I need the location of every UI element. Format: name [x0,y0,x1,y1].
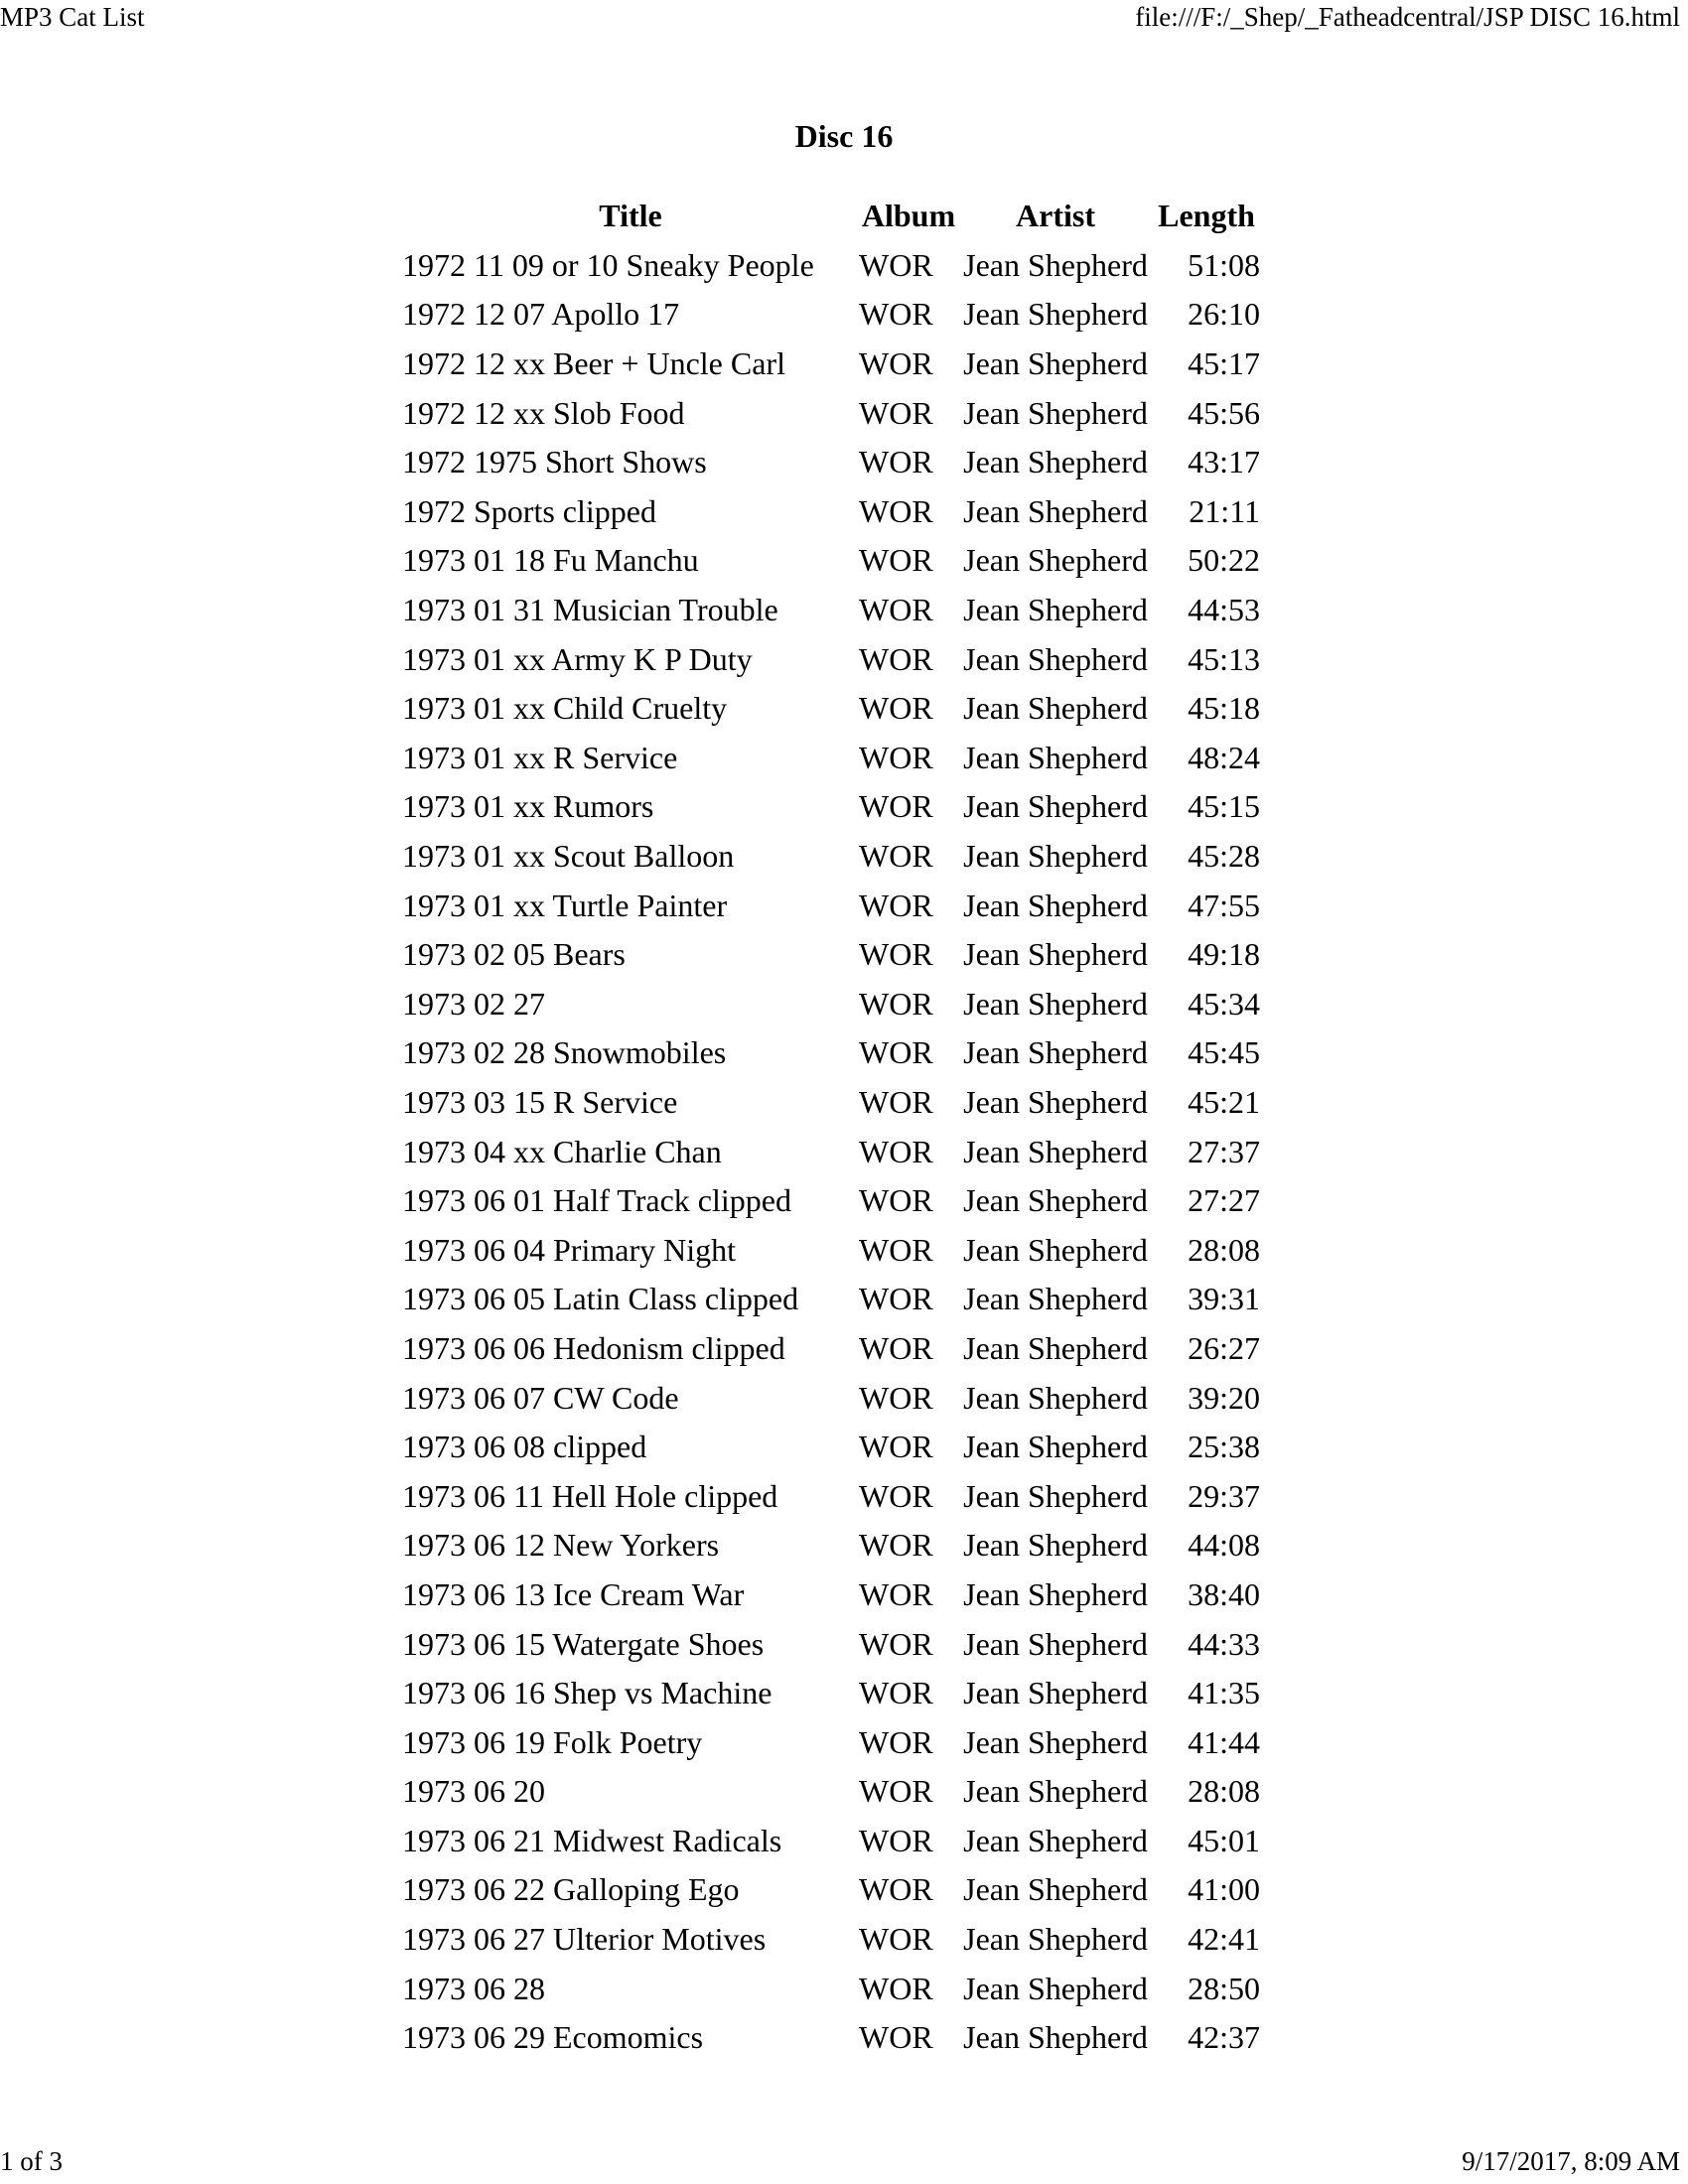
track-length: 49:18 [1188,936,1260,973]
table-row [402,586,1260,635]
track-title: 1973 06 27 Ulterior Motives [402,1921,767,1958]
track-album: WOR [859,1575,933,1612]
track-album: WOR [859,1675,933,1711]
track-artist: Jean Shepherd [963,1921,1148,1958]
track-length: 45:56 [1188,394,1260,431]
track-album: WOR [859,1921,933,1958]
track-title: 1972 12 07 Apollo 17 [402,296,680,333]
track-length: 45:01 [1188,1822,1260,1858]
table-row [402,1767,1260,1817]
track-title: 1973 06 29 Ecomomics [402,2019,704,2056]
track-artist: Jean Shepherd [963,1822,1148,1858]
track-artist: Jean Shepherd [963,1083,1148,1120]
track-length: 44:33 [1188,1625,1260,1662]
track-album: WOR [859,444,933,480]
track-artist: Jean Shepherd [963,1625,1148,1662]
track-title: 1973 06 01 Half Track clipped [402,1182,791,1219]
track-artist: Jean Shepherd [963,1723,1148,1760]
track-artist: Jean Shepherd [963,1231,1148,1268]
table-row [402,1423,1260,1472]
track-length: 45:28 [1188,838,1260,875]
track-artist: Jean Shepherd [963,1182,1148,1219]
table-row [402,340,1260,389]
track-album: WOR [859,492,933,529]
track-artist: Jean Shepherd [963,788,1148,825]
column-header-title: Title [599,198,662,234]
track-length: 51:08 [1188,246,1260,283]
track-title: 1973 06 05 Latin Class clipped [402,1281,799,1317]
track-album: WOR [859,1773,933,1810]
track-album: WOR [859,1034,933,1071]
track-album: WOR [859,1723,933,1760]
track-album: WOR [859,394,933,431]
track-album: WOR [859,1625,933,1662]
track-length: 26:27 [1188,1329,1260,1366]
table-row [402,1717,1260,1767]
table-row [402,734,1260,783]
track-album: WOR [859,1970,933,2006]
track-artist: Jean Shepherd [963,838,1148,875]
table-row [402,1028,1260,1078]
table-row [402,1471,1260,1521]
track-artist: Jean Shepherd [963,1034,1148,1071]
track-album: WOR [859,592,933,628]
track-length: 28:50 [1188,1970,1260,2006]
table-row [402,388,1260,438]
track-album: WOR [859,838,933,875]
track-title: 1973 06 13 Ice Cream War [402,1575,745,1612]
table-row [402,1521,1260,1570]
track-artist: Jean Shepherd [963,1970,1148,2006]
table-row [402,881,1260,930]
track-length: 45:21 [1188,1083,1260,1120]
column-header-artist: Artist [1016,198,1095,234]
page-number: 1 of 3 [0,2146,63,2176]
table-header-row [402,192,1260,241]
table-row [402,1373,1260,1423]
track-title: 1972 11 09 or 10 Sneaky People [402,246,814,283]
table-row [402,241,1260,291]
track-title: 1973 06 12 New Yorkers [402,1527,720,1564]
track-artist: Jean Shepherd [963,1281,1148,1317]
table-row [402,1817,1260,1866]
table-row [402,487,1260,537]
track-length: 44:53 [1188,592,1260,628]
track-title: 1973 02 28 Snowmobiles [402,1034,727,1071]
track-length: 44:08 [1188,1527,1260,1564]
table-row [402,1669,1260,1718]
track-artist: Jean Shepherd [963,444,1148,480]
track-album: WOR [859,1527,933,1564]
table-row [402,1619,1260,1669]
track-title: 1973 06 28 [402,1970,545,2006]
track-artist: Jean Shepherd [963,246,1148,283]
track-length: 50:22 [1188,542,1260,579]
table-row [402,1915,1260,1965]
table-row [402,684,1260,734]
track-album: WOR [859,1133,933,1169]
track-length: 41:44 [1188,1723,1260,1760]
track-length: 27:27 [1188,1182,1260,1219]
track-length: 45:45 [1188,1034,1260,1071]
track-album: WOR [859,246,933,283]
track-title: 1973 02 05 Bears [402,936,626,973]
track-title: 1973 02 27 [402,985,545,1022]
track-title: 1973 06 04 Primary Night [402,1231,736,1268]
track-length: 38:40 [1188,1575,1260,1612]
track-album: WOR [859,1822,933,1858]
track-title: 1973 06 06 Hedonism clipped [402,1329,785,1366]
print-timestamp: 9/17/2017, 8:09 AM [1462,2146,1680,2176]
track-title: 1973 01 xx Turtle Painter [402,887,728,923]
track-artist: Jean Shepherd [963,985,1148,1022]
track-artist: Jean Shepherd [963,1575,1148,1612]
track-title: 1973 06 15 Watergate Shoes [402,1625,765,1662]
track-artist: Jean Shepherd [963,1329,1148,1366]
track-album: WOR [859,887,933,923]
track-artist: Jean Shepherd [963,1527,1148,1564]
table-row [402,1570,1260,1620]
table-row [402,634,1260,684]
track-title: 1972 1975 Short Shows [402,444,707,480]
column-header-album: Album [861,198,956,234]
track-album: WOR [859,542,933,579]
track-artist: Jean Shepherd [963,887,1148,923]
table-row [402,1078,1260,1128]
track-title: 1973 06 20 [402,1773,545,1810]
track-length: 47:55 [1188,887,1260,923]
track-length: 25:38 [1188,1429,1260,1465]
track-album: WOR [859,1182,933,1219]
track-title: 1973 06 22 Galloping Ego [402,1871,740,1908]
track-album: WOR [859,1281,933,1317]
track-title: 1973 06 11 Hell Hole clipped [402,1477,778,1514]
track-album: WOR [859,936,933,973]
table-row [402,1964,1260,2013]
table-row [402,980,1260,1029]
track-length: 41:00 [1188,1871,1260,1908]
column-header-length: Length [1158,198,1255,234]
track-title: 1973 06 07 CW Code [402,1379,679,1416]
track-artist: Jean Shepherd [963,1675,1148,1711]
table-row [402,930,1260,980]
table-row [402,832,1260,882]
track-album: WOR [859,2019,933,2056]
page-header-url: file:///F:/_Shep/_Fatheadcentral/JSP DISC 16.html [1135,2,1680,32]
track-title: 1972 Sports clipped [402,492,656,529]
track-length: 28:08 [1188,1231,1260,1268]
track-length: 45:17 [1188,345,1260,382]
track-title: 1973 01 xx Army K P Duty [402,640,753,677]
track-length: 43:17 [1188,444,1260,480]
track-title: 1973 04 xx Charlie Chan [402,1133,722,1169]
track-album: WOR [859,1429,933,1465]
track-length: 26:10 [1188,296,1260,333]
track-title: 1973 01 xx Scout Balloon [402,838,735,875]
track-list [402,241,1260,2063]
track-artist: Jean Shepherd [963,345,1148,382]
table-row [402,290,1260,340]
track-title: 1973 01 31 Musician Trouble [402,592,778,628]
track-album: WOR [859,788,933,825]
track-artist: Jean Shepherd [963,592,1148,628]
track-title: 1973 01 xx R Service [402,739,678,775]
document-title: Disc 16 [794,118,894,154]
track-artist: Jean Shepherd [963,1133,1148,1169]
track-length: 48:24 [1188,739,1260,775]
track-artist: Jean Shepherd [963,394,1148,431]
track-artist: Jean Shepherd [963,1773,1148,1810]
track-length: 45:18 [1188,690,1260,727]
track-album: WOR [859,1379,933,1416]
table-row [402,782,1260,832]
track-length: 42:41 [1188,1921,1260,1958]
track-length: 41:35 [1188,1675,1260,1711]
track-length: 29:37 [1188,1477,1260,1514]
track-artist: Jean Shepherd [963,936,1148,973]
track-length: 45:13 [1188,640,1260,677]
track-album: WOR [859,296,933,333]
track-album: WOR [859,1477,933,1514]
table-row [402,2013,1260,2063]
track-artist: Jean Shepherd [963,2019,1148,2056]
track-artist: Jean Shepherd [963,542,1148,579]
table-row [402,536,1260,586]
table-row [402,1324,1260,1374]
table-row [402,1865,1260,1915]
table-row [402,1275,1260,1324]
track-artist: Jean Shepherd [963,1871,1148,1908]
track-artist: Jean Shepherd [963,1477,1148,1514]
page-header-title: MP3 Cat List [0,2,145,32]
track-length: 45:15 [1188,788,1260,825]
track-length: 39:20 [1188,1379,1260,1416]
track-artist: Jean Shepherd [963,1429,1148,1465]
track-album: WOR [859,1083,933,1120]
track-length: 39:31 [1188,1281,1260,1317]
table-row [402,1225,1260,1275]
track-length: 45:34 [1188,985,1260,1022]
track-artist: Jean Shepherd [963,1379,1148,1416]
track-length: 28:08 [1188,1773,1260,1810]
track-title: 1973 06 16 Shep vs Machine [402,1675,773,1711]
table-row [402,438,1260,487]
track-album: WOR [859,640,933,677]
track-title: 1973 01 xx Child Cruelty [402,690,728,727]
track-artist: Jean Shepherd [963,640,1148,677]
track-length: 42:37 [1188,2019,1260,2056]
track-album: WOR [859,690,933,727]
track-length: 21:11 [1189,492,1260,529]
track-title: 1973 06 19 Folk Poetry [402,1723,703,1760]
track-album: WOR [859,985,933,1022]
track-album: WOR [859,1329,933,1366]
track-table [402,192,1260,2063]
track-artist: Jean Shepherd [963,690,1148,727]
table-row [402,1127,1260,1176]
track-title: 1973 01 xx Rumors [402,788,654,825]
track-album: WOR [859,739,933,775]
track-title: 1972 12 xx Beer + Uncle Carl [402,345,785,382]
track-artist: Jean Shepherd [963,492,1148,529]
track-title: 1973 03 15 R Service [402,1083,678,1120]
track-title: 1973 06 21 Midwest Radicals [402,1822,782,1858]
track-album: WOR [859,1231,933,1268]
track-album: WOR [859,345,933,382]
track-artist: Jean Shepherd [963,739,1148,775]
track-title: 1973 01 18 Fu Manchu [402,542,699,579]
track-title: 1973 06 08 clipped [402,1429,647,1465]
track-length: 27:37 [1188,1133,1260,1169]
track-title: 1972 12 xx Slob Food [402,394,685,431]
table-row [402,1176,1260,1226]
track-artist: Jean Shepherd [963,296,1148,333]
track-album: WOR [859,1871,933,1908]
